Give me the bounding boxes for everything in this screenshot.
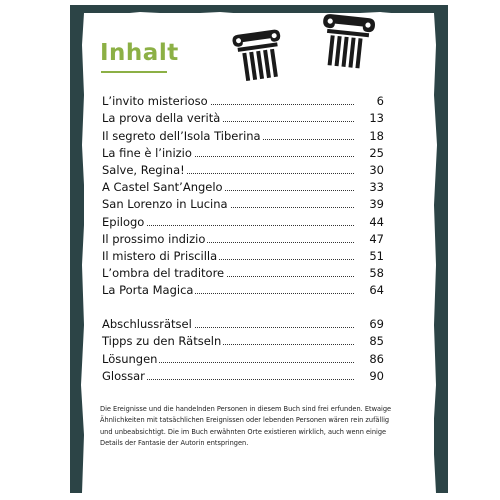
toc-entry xyxy=(102,212,384,229)
toc-entry-page: 39 xyxy=(369,197,384,212)
toc-entry xyxy=(102,178,384,195)
toc-title: Inhalt xyxy=(100,40,179,66)
toc-entry-page: 44 xyxy=(369,214,384,229)
disclaimer-text: Die Ereignisse und die handelnden Personen in diesem Buch sind frei erfunden. Etwaige Ähnlichkeiten mit tatsächlichen Ereignissen oder lebenden Personen wären rein zufällig und unbeabsichtigt. Die im Buch erwähnten Orte existieren wirklich, auch wenn einige Details der Fantasie der Autorin entspringen. xyxy=(100,405,392,448)
toc-entry-page: 25 xyxy=(369,145,384,160)
toc-entry xyxy=(102,281,384,298)
ionic-column-icon xyxy=(318,13,376,73)
toc-entry-title: Il mistero di Priscilla xyxy=(102,248,218,263)
toc-entry-page: 85 xyxy=(369,334,384,349)
toc-entry-title: La prova della verità xyxy=(102,111,221,126)
toc-entry-title: La Porta Magica xyxy=(102,283,194,298)
toc-entry xyxy=(102,109,384,126)
toc-entry-page: 64 xyxy=(369,283,384,298)
toc-entry-page: 58 xyxy=(369,266,384,281)
toc-entry-title: A Castel Sant’Angelo xyxy=(102,180,223,195)
toc-entry xyxy=(102,367,384,384)
toc-entry-page: 33 xyxy=(369,180,384,195)
toc-entry-title: Salve, Regina! xyxy=(102,162,185,177)
toc-entry-page: 90 xyxy=(369,368,384,383)
toc-entry xyxy=(102,126,384,143)
toc-entry xyxy=(102,247,384,264)
toc-entry-page: 69 xyxy=(369,317,384,332)
toc-entry xyxy=(102,332,384,349)
toc-entry-page: 51 xyxy=(369,248,384,263)
toc-entry-page: 47 xyxy=(369,231,384,246)
toc-entry xyxy=(102,230,384,247)
toc-entry-title: L’ombra del traditore xyxy=(102,266,225,281)
toc-entry-title: Abschlussrätsel xyxy=(102,317,192,332)
toc-entry-title: San Lorenzo in Lucina xyxy=(102,197,228,212)
toc-entry xyxy=(102,195,384,212)
toc-chapter-list xyxy=(102,92,384,298)
toc-entry xyxy=(102,161,384,178)
toc-entry xyxy=(102,349,384,366)
toc-entry-page: 18 xyxy=(369,128,384,143)
ionic-column-icon xyxy=(231,28,287,86)
toc-entry-page: 6 xyxy=(376,94,384,109)
toc-entry-title: Il segreto dell’Isola Tiberina xyxy=(102,128,261,143)
toc-entry-title: Tipps zu den Rätseln xyxy=(102,334,222,349)
toc-entry-title: La fine è l’inizio xyxy=(102,145,192,160)
toc-entry-title: Glossar xyxy=(102,368,145,383)
toc-entry-page: 30 xyxy=(369,162,384,177)
toc-entry xyxy=(102,92,384,109)
toc-entry xyxy=(102,144,384,161)
toc-entry-page: 86 xyxy=(369,351,384,366)
toc-entry-title: Lösungen xyxy=(102,351,158,366)
toc-entry xyxy=(102,264,384,281)
title-underline xyxy=(101,71,167,73)
toc-entry-title: Epilogo xyxy=(102,214,145,229)
toc-entry-title: L’invito misterioso xyxy=(102,94,208,109)
toc-entry xyxy=(102,315,384,332)
toc-appendix-list xyxy=(102,315,384,384)
toc-entry-page: 13 xyxy=(369,111,384,126)
toc-entry-title: Il prossimo indizio xyxy=(102,231,206,246)
